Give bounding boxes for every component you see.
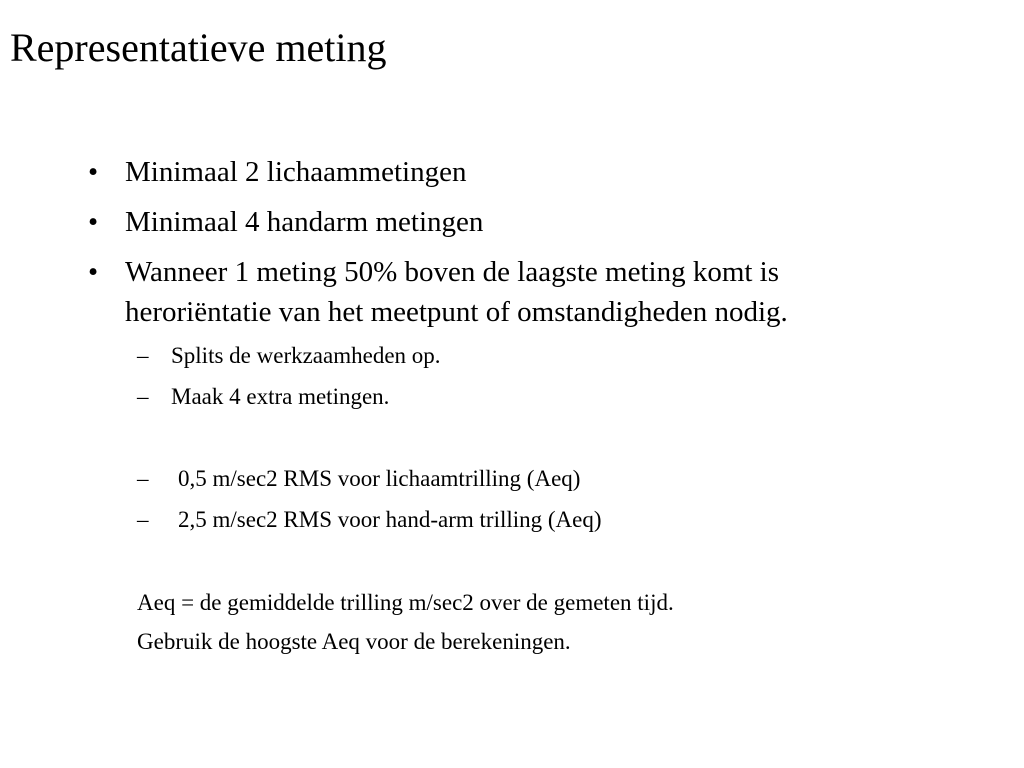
note-text: Aeq = de gemiddelde trilling m/sec2 over de gemeten tijd. [137, 590, 674, 615]
sub-item-text: 2,5 m/sec2 RMS voor hand-arm trilling (Aeq) [178, 507, 602, 532]
slide-title: Representatieve meting [10, 25, 387, 70]
bullet-text-line-1: Wanneer 1 meting 50% boven de laagste meting komt is [125, 256, 780, 288]
bullet-item [88, 152, 968, 192]
bullet-marker: • [88, 156, 99, 188]
bullet-marker: • [88, 206, 99, 238]
bullet-text: Minimaal 4 handarm metingen [125, 206, 484, 238]
sub-item-marker: – [137, 343, 149, 368]
sub-item-marker: – [137, 384, 149, 409]
sub-item-marker: – [137, 507, 149, 532]
bullet-item [88, 252, 968, 332]
sub-item-text: Maak 4 extra metingen. [171, 384, 390, 409]
sub-item-text: Splits de werkzaamheden op. [171, 343, 441, 368]
bullet-item [88, 202, 968, 242]
note-text: Gebruik de hoogste Aeq voor de berekeningen. [137, 629, 571, 654]
sub-item-text: 0,5 m/sec2 RMS voor lichaamtrilling (Aeq) [178, 466, 581, 491]
sub-item-marker: – [137, 466, 149, 491]
bullet-marker: • [88, 256, 99, 288]
bullet-text: Minimaal 2 lichaammetingen [125, 156, 467, 188]
bullet-text-line-2: heroriëntatie van het meetpunt of omstandigheden nodig. [125, 296, 788, 328]
